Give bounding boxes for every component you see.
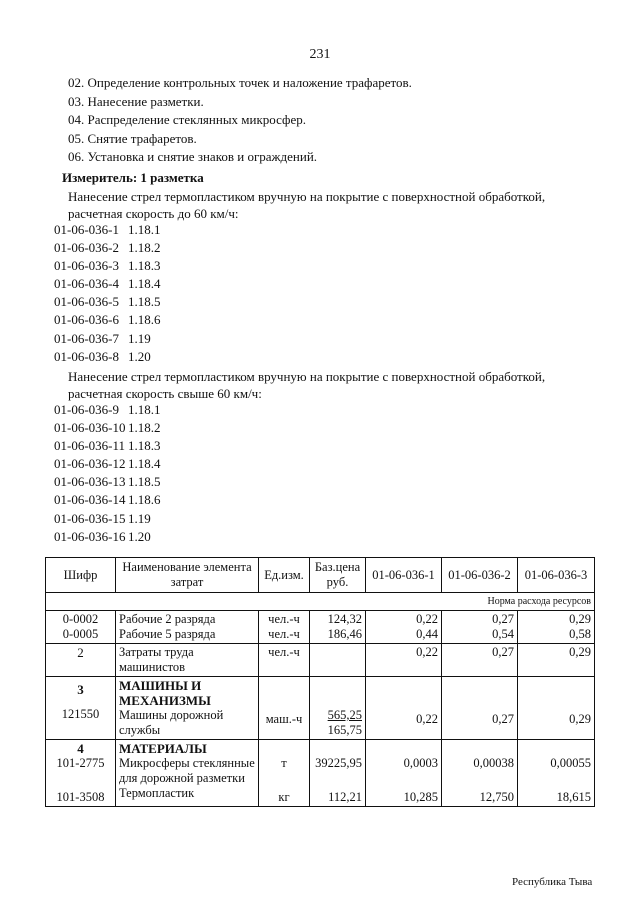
code-ref: 1.20 — [128, 348, 151, 364]
code-ref: 1.18.6 — [128, 492, 161, 508]
page-number: 231 — [309, 47, 331, 62]
cell-value: 0,27 0,54 — [442, 611, 518, 644]
code-line — [54, 330, 161, 348]
code: 01-06-036-8 — [54, 348, 119, 364]
code: 01-06-036-9 — [54, 402, 119, 417]
code-line — [54, 510, 161, 528]
code: 01-06-036-10 — [54, 420, 126, 436]
cell-value: 0,27 — [442, 677, 518, 740]
code-ref: 1.18.2 — [128, 240, 161, 256]
code-line — [54, 419, 161, 437]
code-ref: 1.18.5 — [128, 474, 161, 490]
code-line — [54, 257, 161, 275]
group2-codes — [54, 401, 161, 546]
code-ref: 1.19 — [128, 330, 151, 346]
col-header-c2: 01-06-036-2 — [442, 558, 518, 593]
code-ref: 1.18.4 — [128, 276, 161, 292]
footer-region: Республика Тыва — [512, 876, 593, 888]
code-line — [54, 348, 161, 366]
col-header-price: Баз.цена руб. — [310, 558, 366, 593]
cell-name: МАШИНЫ И МЕХАНИЗМЫ Машины дорожной службы — [116, 677, 259, 740]
code: 01-06-036-7 — [54, 330, 119, 346]
cell-value: 0,29 — [518, 677, 595, 740]
cell-value: 0,0003 10,285 — [366, 740, 442, 807]
cell-name: МАТЕРИАЛЫ Микросферы стеклянные для дорожной разметки Термопластик — [116, 740, 259, 807]
table-row — [46, 644, 595, 677]
code: 01-06-036-3 — [54, 258, 119, 274]
code-line — [54, 491, 161, 509]
code: 01-06-036-2 — [54, 240, 119, 256]
table-row — [46, 611, 595, 644]
code-line — [54, 293, 161, 311]
cell-value: 0,29 — [518, 644, 595, 677]
cell-name: Затраты труда машинистов — [116, 644, 259, 677]
cell-unit: т кг — [259, 740, 310, 807]
code-line — [54, 239, 161, 257]
cell-unit: чел.-ч чел.-ч — [259, 611, 310, 644]
code: 01-06-036-16 — [54, 528, 126, 544]
code-ref: 1.18.4 — [128, 456, 161, 472]
cell-value: 0,22 — [366, 644, 442, 677]
code-line — [54, 401, 161, 419]
table-row — [46, 740, 595, 807]
table-row — [46, 677, 595, 740]
cell-price: 39225,95 112,21 — [310, 740, 366, 807]
work-step: 04. Распределение стеклянных микросфер. — [68, 112, 306, 127]
cell-value: 0,00038 12,750 — [442, 740, 518, 807]
cell-price — [310, 644, 366, 677]
code-ref: 1.18.1 — [128, 222, 161, 237]
work-step: 06. Установка и снятие знаков и ограждений. — [68, 149, 318, 164]
code: 01-06-036-13 — [54, 474, 126, 490]
work-step: 05. Снятие трафаретов. — [68, 130, 197, 146]
cell-name: Рабочие 2 разряда Рабочие 5 разряда — [116, 611, 259, 644]
code-line — [54, 437, 161, 455]
col-header-name: Наименование элемента затрат — [116, 558, 259, 593]
work-step: 03. Нанесение разметки. — [68, 93, 204, 109]
code: 01-06-036-12 — [54, 456, 126, 472]
code-ref: 1.18.1 — [128, 402, 161, 417]
work-steps-list — [68, 74, 412, 167]
norm-label-row — [46, 593, 595, 611]
code: 01-06-036-15 — [54, 510, 126, 526]
cell-value: 0,22 0,44 — [366, 611, 442, 644]
norm-label: Норма расхода ресурсов — [46, 593, 595, 611]
code-line — [54, 455, 161, 473]
code: 01-06-036-11 — [54, 438, 126, 454]
cell-price: 565,25 165,75 — [310, 677, 366, 740]
col-header-c1: 01-06-036-1 — [366, 558, 442, 593]
code-line — [54, 311, 161, 329]
group2-description: Нанесение стрел термопластиком вручную на покрытие с поверхностной обработкой, расчетная скорость свыше 60 км/ч: — [68, 369, 546, 401]
code: 01-06-036-6 — [54, 312, 119, 328]
table-header-row — [46, 558, 595, 593]
code-ref: 1.18.5 — [128, 294, 161, 310]
cell-unit: маш.-ч — [259, 677, 310, 740]
code-ref: 1.20 — [128, 528, 151, 544]
cell-price: 124,32 186,46 — [310, 611, 366, 644]
group1-description: Нанесение стрел термопластиком вручную на покрытие с поверхностной обработкой, расчетная скорость до 60 км/ч: — [68, 189, 546, 221]
code-ref: 1.18.6 — [128, 312, 161, 328]
col-header-c3: 01-06-036-3 — [518, 558, 595, 593]
cell-unit: чел.-ч — [259, 644, 310, 677]
col-header-unit: Ед.изм. — [259, 558, 310, 593]
code-line — [54, 473, 161, 491]
cell-value: 0,00055 18,615 — [518, 740, 595, 807]
cell-code: 3 121550 — [46, 677, 116, 740]
code-ref: 1.19 — [128, 510, 151, 526]
code-ref: 1.18.3 — [128, 258, 161, 274]
cell-value: 0,22 — [366, 677, 442, 740]
code-line — [54, 221, 161, 239]
cell-code: 4 101-2775 101-3508 — [46, 740, 116, 807]
code: 01-06-036-14 — [54, 492, 126, 508]
measure-unit: Измеритель: 1 разметка — [62, 170, 204, 185]
group1-codes — [54, 221, 161, 366]
work-step: 02. Определение контрольных точек и наложение трафаретов. — [68, 75, 412, 90]
code: 01-06-036-4 — [54, 276, 119, 292]
code-ref: 1.18.2 — [128, 420, 161, 436]
cell-code: 2 — [46, 644, 116, 677]
cell-code: 0-0002 0-0005 — [46, 611, 116, 644]
code: 01-06-036-5 — [54, 294, 119, 310]
col-header-code: Шифр — [46, 558, 116, 593]
resource-norms-table — [45, 557, 595, 807]
code: 01-06-036-1 — [54, 222, 119, 237]
code-line — [54, 528, 161, 546]
cell-value: 0,27 — [442, 644, 518, 677]
code-ref: 1.18.3 — [128, 438, 161, 454]
code-line — [54, 275, 161, 293]
cell-value: 0,29 0,58 — [518, 611, 595, 644]
